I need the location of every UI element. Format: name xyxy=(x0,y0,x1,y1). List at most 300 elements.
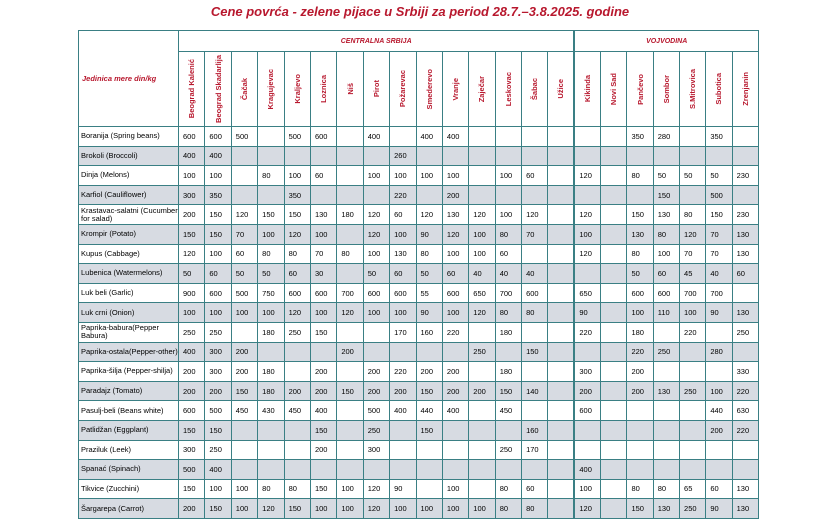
price-cell: 100 xyxy=(205,244,231,264)
price-cell xyxy=(495,185,521,205)
price-cell: 200 xyxy=(442,185,468,205)
price-cell: 70 xyxy=(522,224,548,244)
price-cell: 80 xyxy=(258,166,284,186)
price-cell xyxy=(416,460,442,480)
price-cell xyxy=(680,146,706,166)
table-row xyxy=(79,127,759,147)
price-cell: 150 xyxy=(284,499,310,519)
price-cell: 130 xyxy=(732,244,758,264)
price-cell: 50 xyxy=(231,264,257,284)
price-cell xyxy=(363,342,389,362)
city-header xyxy=(627,52,653,127)
price-cell xyxy=(337,401,363,421)
vegetable-name: Tikvice (Zucchini) xyxy=(79,479,179,499)
price-cell: 150 xyxy=(653,185,679,205)
price-cell xyxy=(653,322,679,342)
price-cell: 70 xyxy=(310,244,336,264)
price-cell xyxy=(231,166,257,186)
price-cell: 230 xyxy=(732,205,758,225)
price-cell: 600 xyxy=(310,127,336,147)
city-header xyxy=(442,52,468,127)
price-cell: 500 xyxy=(284,127,310,147)
price-cell: 120 xyxy=(680,224,706,244)
city-header xyxy=(310,52,336,127)
vegetable-name: Praziluk (Leek) xyxy=(79,440,179,460)
price-cell: 350 xyxy=(284,185,310,205)
price-cell: 600 xyxy=(284,283,310,303)
price-cell xyxy=(469,479,495,499)
price-cell xyxy=(310,460,336,480)
price-cell: 40 xyxy=(706,264,732,284)
price-cell: 200 xyxy=(390,381,416,401)
price-cell: 150 xyxy=(205,420,231,440)
price-cell: 200 xyxy=(416,362,442,382)
price-cell xyxy=(258,440,284,460)
city-name: Zaječar xyxy=(477,75,487,103)
price-cell: 180 xyxy=(495,322,521,342)
price-cell: 200 xyxy=(205,381,231,401)
vegetable-name: Lubenica (Watermelons) xyxy=(79,264,179,284)
table-row xyxy=(79,244,759,264)
price-cell: 600 xyxy=(522,283,548,303)
price-cell xyxy=(732,440,758,460)
price-cell xyxy=(469,401,495,421)
price-cell: 350 xyxy=(627,127,653,147)
price-cell: 60 xyxy=(495,244,521,264)
price-cell xyxy=(258,342,284,362)
price-cell xyxy=(627,401,653,421)
price-cell xyxy=(231,420,257,440)
price-cell: 120 xyxy=(363,205,389,225)
price-cell xyxy=(680,440,706,460)
price-cell xyxy=(469,185,495,205)
price-cell xyxy=(337,185,363,205)
city-header xyxy=(522,52,548,127)
price-cell: 700 xyxy=(337,283,363,303)
price-cell xyxy=(601,401,627,421)
price-cell: 250 xyxy=(284,322,310,342)
price-cell xyxy=(522,322,548,342)
price-cell: 400 xyxy=(179,146,205,166)
price-cell xyxy=(601,322,627,342)
price-cell xyxy=(601,146,627,166)
price-cell: 80 xyxy=(680,205,706,225)
price-cell xyxy=(284,420,310,440)
price-cell xyxy=(627,420,653,440)
price-cell: 180 xyxy=(495,362,521,382)
price-cell: 250 xyxy=(363,420,389,440)
table-row xyxy=(79,420,759,440)
price-cell: 60 xyxy=(732,264,758,284)
price-cell xyxy=(310,185,336,205)
price-cell: 220 xyxy=(390,362,416,382)
price-cell xyxy=(601,479,627,499)
price-cell: 150 xyxy=(627,499,653,519)
price-cell: 150 xyxy=(337,381,363,401)
price-cell xyxy=(337,146,363,166)
price-cell: 60 xyxy=(390,264,416,284)
price-cell: 130 xyxy=(627,224,653,244)
price-cell xyxy=(442,440,468,460)
price-cell: 200 xyxy=(231,342,257,362)
price-cell: 130 xyxy=(732,224,758,244)
city-name: Vranje xyxy=(451,77,461,101)
price-cell: 180 xyxy=(258,362,284,382)
price-cell: 150 xyxy=(310,479,336,499)
price-cell: 80 xyxy=(627,244,653,264)
price-cell: 180 xyxy=(258,381,284,401)
table-row xyxy=(79,166,759,186)
price-cell: 250 xyxy=(680,381,706,401)
price-cell: 100 xyxy=(390,303,416,323)
price-cell: 280 xyxy=(653,127,679,147)
price-cell xyxy=(548,224,574,244)
price-cell: 120 xyxy=(522,205,548,225)
price-cell xyxy=(469,440,495,460)
vegetable-name: Paprika-šilja (Pepper-shilja) xyxy=(79,362,179,382)
price-cell: 120 xyxy=(363,499,389,519)
price-cell: 100 xyxy=(179,303,205,323)
price-cell: 100 xyxy=(390,499,416,519)
price-cell: 200 xyxy=(706,420,732,440)
price-cell xyxy=(732,283,758,303)
city-header xyxy=(706,52,732,127)
price-cell: 100 xyxy=(442,479,468,499)
price-cell xyxy=(284,146,310,166)
city-name: Zrenjanin xyxy=(740,72,750,106)
price-cell xyxy=(284,342,310,362)
price-cell: 70 xyxy=(706,224,732,244)
price-cell: 100 xyxy=(363,166,389,186)
price-cell: 50 xyxy=(653,166,679,186)
price-cell: 300 xyxy=(574,362,600,382)
price-cell xyxy=(548,362,574,382)
price-cell: 700 xyxy=(706,283,732,303)
price-cell: 400 xyxy=(574,460,600,480)
price-cell xyxy=(495,460,521,480)
price-cell: 45 xyxy=(680,264,706,284)
region-central-serbia: CENTRALNA SRBIJA xyxy=(179,31,575,52)
price-cell xyxy=(548,381,574,401)
vegetable-name: Pasulj-beli (Beans white) xyxy=(79,401,179,421)
price-cell xyxy=(706,440,732,460)
price-cell xyxy=(601,166,627,186)
price-cell: 100 xyxy=(442,303,468,323)
price-cell xyxy=(337,166,363,186)
city-header xyxy=(205,52,231,127)
price-cell xyxy=(627,146,653,166)
region-vojvodina: VOJVODINA xyxy=(574,31,758,52)
price-cell xyxy=(574,440,600,460)
price-cell xyxy=(258,146,284,166)
price-cell xyxy=(390,460,416,480)
vegetable-name: Paprika-babura(Pepper Babura) xyxy=(79,322,179,342)
price-cell xyxy=(601,303,627,323)
price-cell: 60 xyxy=(442,264,468,284)
city-name: S.Mitrovica xyxy=(688,68,698,109)
price-cell: 250 xyxy=(680,499,706,519)
price-cell xyxy=(469,166,495,186)
price-cell xyxy=(548,440,574,460)
price-cell xyxy=(416,146,442,166)
price-cell: 100 xyxy=(442,244,468,264)
price-cell: 100 xyxy=(574,224,600,244)
city-name: Kragujevac xyxy=(266,68,276,110)
price-cell xyxy=(601,185,627,205)
price-cell: 150 xyxy=(310,322,336,342)
price-cell: 400 xyxy=(416,127,442,147)
price-cell: 70 xyxy=(680,244,706,264)
price-cell: 100 xyxy=(442,499,468,519)
price-cell: 500 xyxy=(706,185,732,205)
price-cell: 200 xyxy=(231,362,257,382)
price-cell: 100 xyxy=(310,303,336,323)
price-cell: 100 xyxy=(416,166,442,186)
table-row xyxy=(79,499,759,519)
price-cell: 40 xyxy=(469,264,495,284)
price-cell xyxy=(337,460,363,480)
price-cell: 200 xyxy=(179,205,205,225)
price-cell: 60 xyxy=(231,244,257,264)
price-cell: 130 xyxy=(732,303,758,323)
price-cell: 120 xyxy=(231,205,257,225)
price-cell: 80 xyxy=(522,303,548,323)
price-cell xyxy=(680,401,706,421)
city-header xyxy=(416,52,442,127)
price-cell: 120 xyxy=(469,205,495,225)
price-cell: 120 xyxy=(284,303,310,323)
price-cell xyxy=(574,342,600,362)
price-cell: 150 xyxy=(416,420,442,440)
price-cell xyxy=(390,342,416,362)
table-row xyxy=(79,362,759,382)
price-cell: 100 xyxy=(231,499,257,519)
price-cell: 80 xyxy=(627,479,653,499)
price-cell: 120 xyxy=(442,224,468,244)
price-cell: 90 xyxy=(416,303,442,323)
vegetable-name: Patlidžan (Eggplant) xyxy=(79,420,179,440)
price-cell xyxy=(680,185,706,205)
price-cell xyxy=(548,146,574,166)
price-cell xyxy=(653,420,679,440)
price-cell: 55 xyxy=(416,283,442,303)
price-cell xyxy=(258,127,284,147)
price-cell xyxy=(522,185,548,205)
price-cell xyxy=(442,342,468,362)
price-cell xyxy=(680,127,706,147)
price-cell xyxy=(601,381,627,401)
price-cell: 140 xyxy=(522,381,548,401)
price-cell xyxy=(416,479,442,499)
price-cell: 150 xyxy=(310,420,336,440)
city-name: Užice xyxy=(556,79,566,99)
price-cell: 330 xyxy=(732,362,758,382)
price-cell: 90 xyxy=(574,303,600,323)
price-cell: 220 xyxy=(732,420,758,440)
price-cell: 600 xyxy=(627,283,653,303)
price-cell: 70 xyxy=(706,244,732,264)
price-cell: 500 xyxy=(205,401,231,421)
price-cell: 600 xyxy=(442,283,468,303)
vegetable-name: Šargarepa (Carrot) xyxy=(79,499,179,519)
price-cell: 200 xyxy=(469,381,495,401)
price-cell: 120 xyxy=(258,499,284,519)
city-name: Beograd Kalenić xyxy=(187,59,197,119)
price-cell: 150 xyxy=(205,205,231,225)
price-cell: 60 xyxy=(310,166,336,186)
vegetable-name: Krompir (Potato) xyxy=(79,224,179,244)
price-cell: 50 xyxy=(179,264,205,284)
price-cell: 180 xyxy=(337,205,363,225)
price-cell: 600 xyxy=(574,401,600,421)
price-cell xyxy=(653,460,679,480)
price-cell xyxy=(548,322,574,342)
price-cell xyxy=(706,322,732,342)
price-cell xyxy=(706,362,732,382)
price-cell xyxy=(601,440,627,460)
price-cell: 500 xyxy=(231,127,257,147)
city-header xyxy=(337,52,363,127)
price-cell xyxy=(495,420,521,440)
city-name: Požarevac xyxy=(398,70,408,108)
table-row xyxy=(79,146,759,166)
city-name: Novi Sad xyxy=(609,72,619,106)
price-cell: 220 xyxy=(390,185,416,205)
price-cell: 650 xyxy=(469,283,495,303)
city-header xyxy=(258,52,284,127)
price-cell: 400 xyxy=(310,401,336,421)
price-cell xyxy=(680,420,706,440)
price-cell xyxy=(627,185,653,205)
price-cell: 90 xyxy=(706,499,732,519)
price-cell xyxy=(601,362,627,382)
price-cell xyxy=(337,420,363,440)
price-cell: 90 xyxy=(416,224,442,244)
price-cell: 50 xyxy=(363,264,389,284)
city-name: Beograd Skadarlija xyxy=(213,55,223,123)
price-cell: 220 xyxy=(680,322,706,342)
price-cell xyxy=(522,401,548,421)
price-cell xyxy=(627,460,653,480)
price-cell: 300 xyxy=(179,440,205,460)
price-cell: 130 xyxy=(653,499,679,519)
price-cell: 150 xyxy=(205,224,231,244)
price-cell xyxy=(390,440,416,460)
table-body xyxy=(79,127,759,519)
price-cell xyxy=(442,460,468,480)
price-cell xyxy=(574,420,600,440)
price-cell: 80 xyxy=(653,224,679,244)
price-cell: 600 xyxy=(310,283,336,303)
price-cell xyxy=(363,146,389,166)
price-cell: 100 xyxy=(258,303,284,323)
price-cell: 260 xyxy=(390,146,416,166)
price-cell: 180 xyxy=(258,322,284,342)
price-cell: 40 xyxy=(495,264,521,284)
price-cell xyxy=(522,146,548,166)
price-cell: 80 xyxy=(495,499,521,519)
price-cell xyxy=(548,479,574,499)
region-header-row xyxy=(79,31,759,52)
price-cell: 100 xyxy=(469,224,495,244)
price-cell: 90 xyxy=(390,479,416,499)
price-cell: 120 xyxy=(284,224,310,244)
price-cell: 600 xyxy=(179,127,205,147)
price-cell: 120 xyxy=(469,303,495,323)
price-cell: 450 xyxy=(231,401,257,421)
price-cell xyxy=(469,146,495,166)
price-cell: 150 xyxy=(706,205,732,225)
price-cell xyxy=(601,460,627,480)
price-cell xyxy=(310,342,336,362)
table-row xyxy=(79,342,759,362)
price-cell xyxy=(732,342,758,362)
price-cell xyxy=(231,146,257,166)
price-cell: 120 xyxy=(574,205,600,225)
price-cell: 280 xyxy=(706,342,732,362)
price-cell xyxy=(337,362,363,382)
price-cell xyxy=(653,146,679,166)
price-cell xyxy=(522,127,548,147)
table-row xyxy=(79,479,759,499)
price-cell: 80 xyxy=(522,499,548,519)
price-cell xyxy=(601,224,627,244)
price-cell xyxy=(653,401,679,421)
price-cell xyxy=(732,146,758,166)
price-cell: 440 xyxy=(416,401,442,421)
price-cell: 600 xyxy=(390,283,416,303)
price-cell: 400 xyxy=(390,401,416,421)
price-cell xyxy=(548,127,574,147)
price-cell: 130 xyxy=(390,244,416,264)
price-cell: 100 xyxy=(337,499,363,519)
city-name: Sombor xyxy=(661,74,671,104)
price-cell: 220 xyxy=(732,381,758,401)
price-cell xyxy=(337,440,363,460)
price-cell: 80 xyxy=(284,479,310,499)
price-cell: 100 xyxy=(231,479,257,499)
price-cell: 150 xyxy=(627,205,653,225)
price-cell: 130 xyxy=(653,381,679,401)
price-cell: 200 xyxy=(442,381,468,401)
price-cell: 100 xyxy=(680,303,706,323)
price-cell: 40 xyxy=(522,264,548,284)
price-cell xyxy=(469,127,495,147)
city-header xyxy=(680,52,706,127)
price-cell xyxy=(601,283,627,303)
city-header xyxy=(574,52,600,127)
price-cell: 180 xyxy=(627,322,653,342)
price-cell: 100 xyxy=(205,479,231,499)
price-cell xyxy=(732,127,758,147)
price-cell xyxy=(337,264,363,284)
city-name: Niš xyxy=(345,83,355,95)
city-header xyxy=(363,52,389,127)
price-cell: 220 xyxy=(574,322,600,342)
price-cell xyxy=(416,440,442,460)
city-header xyxy=(653,52,679,127)
price-cell: 150 xyxy=(231,381,257,401)
price-cell xyxy=(706,460,732,480)
price-cell xyxy=(416,342,442,362)
price-cell xyxy=(548,401,574,421)
price-cell xyxy=(653,362,679,382)
price-cell xyxy=(548,166,574,186)
price-cell: 400 xyxy=(363,127,389,147)
price-cell: 250 xyxy=(205,440,231,460)
price-cell xyxy=(548,303,574,323)
price-cell xyxy=(337,127,363,147)
